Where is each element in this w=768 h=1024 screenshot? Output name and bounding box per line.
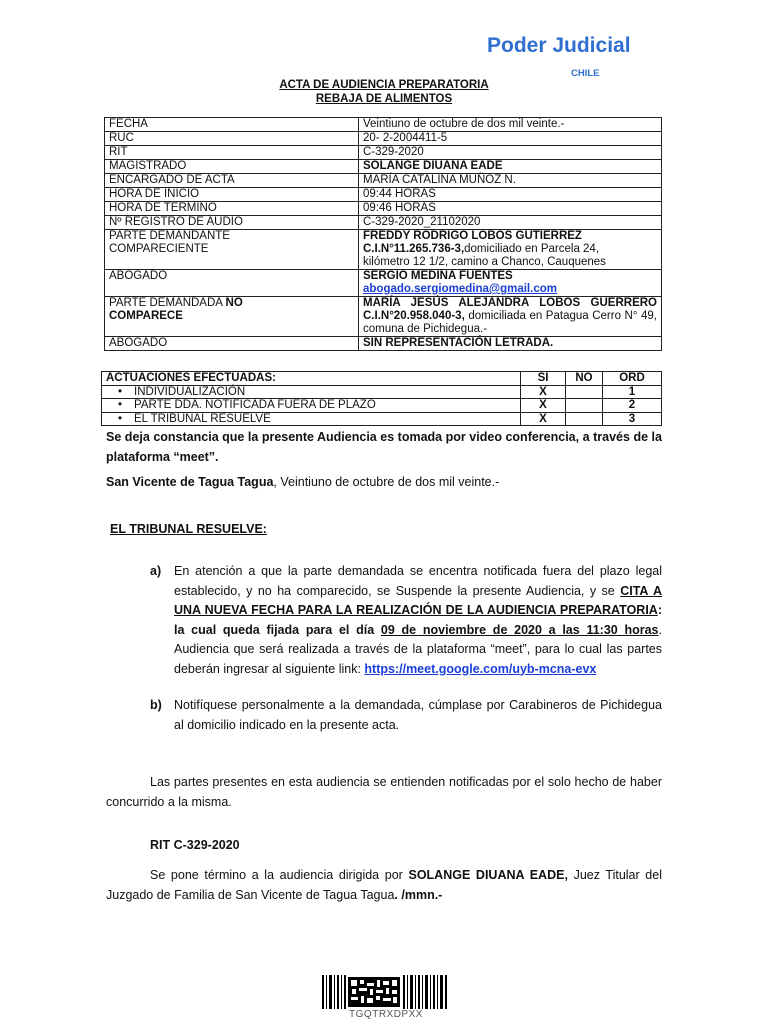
actuacion-item xyxy=(102,385,521,399)
closing-text3: . /mmn.- xyxy=(394,887,443,902)
value-hora-inicio: 09:44 HORAS xyxy=(359,188,662,202)
brand-country: CHILE xyxy=(571,68,600,79)
value-fecha: Veintiuno de octubre de dos mil veinte.- xyxy=(359,118,662,132)
demandante-address1: domiciliado en Parcela 24, xyxy=(464,243,600,255)
table-row xyxy=(102,412,662,426)
cell-no xyxy=(566,412,603,426)
table-row xyxy=(105,118,662,132)
table-row xyxy=(105,188,662,202)
label-magistrado: MAGISTRADO xyxy=(105,160,359,174)
case-info-table xyxy=(104,117,662,351)
table-row xyxy=(105,216,662,230)
resuelve-heading: EL TRIBUNAL RESUELVE: xyxy=(110,522,267,536)
bullet-icon: • xyxy=(117,399,123,411)
barcode-code: TGQTRXDPXX xyxy=(349,1009,423,1020)
bullet-icon: • xyxy=(117,412,123,425)
label-fecha: FECHA xyxy=(105,118,359,132)
table-row xyxy=(105,146,662,160)
closing-judge-name: SOLANGE DIUANA EADE, xyxy=(408,868,568,882)
item-a-text1: En atención a que la parte demandada se encentra notificada fuera del plazo legal establecido, y no ha comparecido, se Suspende la presente Audiencia, y se xyxy=(174,564,662,598)
table-row xyxy=(105,132,662,146)
label-encargado: ENCARGADO DE ACTA xyxy=(105,174,359,188)
constancia-paragraph: Se deja constancia que la presente Audiencia es tomada por video conferencia, a través de la plataforma “meet”. xyxy=(106,430,662,464)
demandante-cin: C.I.N°11.265.736-3, xyxy=(363,243,465,255)
closing-paragraph xyxy=(106,866,662,905)
label-parte-demandante xyxy=(105,230,359,270)
label-hora-termino: HORA DE TERMINO xyxy=(105,202,359,216)
value-hora-termino: 09:46 HORAS xyxy=(359,202,662,216)
value-parte-demandante xyxy=(359,230,662,270)
bullet-icon: • xyxy=(117,385,123,398)
rit-line: RIT C-329-2020 xyxy=(150,838,240,852)
value-parte-demandada xyxy=(359,297,662,337)
cell-ord: 1 xyxy=(603,385,662,399)
cell-no xyxy=(566,399,603,413)
label-registro-audio: Nº REGISTRO DE AUDIO xyxy=(105,216,359,230)
actuaciones-header: ACTUACIONES EFECTUADAS: xyxy=(102,372,521,386)
label-parte-demandada xyxy=(105,297,359,337)
item-b-marker: b) xyxy=(150,698,162,712)
label-abogado-demandante: ABOGADO xyxy=(105,270,359,297)
partes-paragraph: Las partes presentes en esta audiencia se entienden notificadas por el solo hecho de haber concurrido a la misma. xyxy=(106,775,662,809)
value-registro-audio: C-329-2020_21102020 xyxy=(359,216,662,230)
item-a-paragraph xyxy=(174,562,662,679)
value-abogado-demandante xyxy=(359,270,662,297)
table-row xyxy=(102,399,662,413)
abogado-email-link[interactable]: abogado.sergiomedina@gmail.com xyxy=(363,283,557,295)
header-si: SI xyxy=(521,372,566,386)
item-a-text2: : la cual queda fijada para el día xyxy=(174,603,662,637)
closing-text1: Se pone término a la audiencia dirigida por xyxy=(150,868,409,882)
label-demandada-no: NO xyxy=(225,297,243,309)
document-title: ACTA DE AUDIENCIA PREPARATORIA xyxy=(279,79,489,91)
barcode-icon xyxy=(322,975,450,1009)
cell-ord: 3 xyxy=(603,412,662,426)
cell-si: X xyxy=(521,385,566,399)
label-ruc: RUC xyxy=(105,132,359,146)
actuacion-item xyxy=(102,412,521,426)
table-row xyxy=(105,337,662,351)
table-row xyxy=(102,385,662,399)
table-row xyxy=(105,174,662,188)
abogado-name: SERGIO MEDINA FUENTES xyxy=(363,270,513,282)
actuacion-label: EL TRIBUNAL RESUELVE xyxy=(134,412,271,425)
table-row xyxy=(105,297,662,337)
value-ruc: 20- 2-2004411-5 xyxy=(359,132,662,146)
label-abogado-demandada: ABOGADO xyxy=(105,337,359,351)
item-b-paragraph: Notifíquese personalmente a la demandada, cúmplase por Carabineros de Pichidegua al domicilio indicado en la presente acta. xyxy=(174,698,662,732)
demandante-name: FREDDY RODRIGO LOBOS GUTIERREZ xyxy=(363,230,582,242)
cell-si: X xyxy=(521,412,566,426)
cell-si: X xyxy=(521,399,566,413)
closing-text2: Juez Titular del Juzgado de Familia de San Vicente de Tagua Tagua xyxy=(106,868,662,902)
value-magistrado: SOLANGE DIUANA EADE xyxy=(359,160,662,174)
actuacion-item xyxy=(102,399,521,413)
table-row xyxy=(105,160,662,174)
meet-link[interactable]: https://meet.google.com/uyb-mcna-evx xyxy=(364,661,597,676)
label-demandante-line1: PARTE DEMANDANTE xyxy=(109,230,230,242)
actuacion-label: PARTE DDA. NOTIFICADA FUERA DE PLAZO xyxy=(134,399,376,411)
cell-no xyxy=(566,385,603,399)
value-encargado: MARÍA CATALINA MUÑOZ N. xyxy=(359,174,662,188)
demandada-name: MARÍA JESÚS ALEJANDRA LOBOS GUERRERO C.I.N°20.958.040-3, xyxy=(363,297,657,322)
table-row xyxy=(105,270,662,297)
value-rit: C-329-2020 xyxy=(359,146,662,160)
label-rit: RIT xyxy=(105,146,359,160)
cell-ord: 2 xyxy=(603,399,662,413)
label-hora-inicio: HORA DE INICIO xyxy=(105,188,359,202)
document-subtitle: REBAJA DE ALIMENTOS xyxy=(315,93,453,105)
value-abogado-demandada: SIN REPRESENTACIÓN LETRADA. xyxy=(359,337,662,351)
brand-title: Poder Judicial xyxy=(487,34,631,57)
label-demandada-comparece: COMPARECE xyxy=(109,310,183,322)
item-a-date: 09 de noviembre de 2020 a las 11:30 horas xyxy=(380,622,659,637)
table-row xyxy=(105,230,662,270)
demandante-address2: kilómetro 12 1/2, camino a Chanco, Cauquenes xyxy=(363,256,606,268)
actuacion-label: INDIVIDUALIZACIÓN xyxy=(134,385,246,398)
table-row xyxy=(105,202,662,216)
demandada-address: domiciliada en Patagua Cerro N° 49, comuna de Pichidegua.- xyxy=(363,310,657,335)
label-demandante-line2: COMPARECIENTE xyxy=(109,243,209,255)
place-name: San Vicente de Tagua Tagua xyxy=(106,475,274,489)
place-date-line xyxy=(106,473,662,493)
item-a-marker: a) xyxy=(150,564,162,578)
header-no: NO xyxy=(566,372,603,386)
place-date: , Veintiuno de octubre de dos mil veinte.- xyxy=(273,475,500,489)
item-a-text3: . Audiencia que será realizada a través de la plataforma “meet”, para lo cual las partes deberán ingresar al siguiente link: xyxy=(174,622,662,676)
item-a-cita: CITA A UNA NUEVA FECHA PARA LA REALIZACIÓN DE LA AUDIENCIA PREPARATORIA xyxy=(174,583,662,617)
label-demandada-prefix: PARTE DEMANDADA xyxy=(109,297,223,309)
header-ord: ORD xyxy=(603,372,662,386)
actuaciones-table xyxy=(101,371,662,426)
table-header-row xyxy=(102,372,662,386)
